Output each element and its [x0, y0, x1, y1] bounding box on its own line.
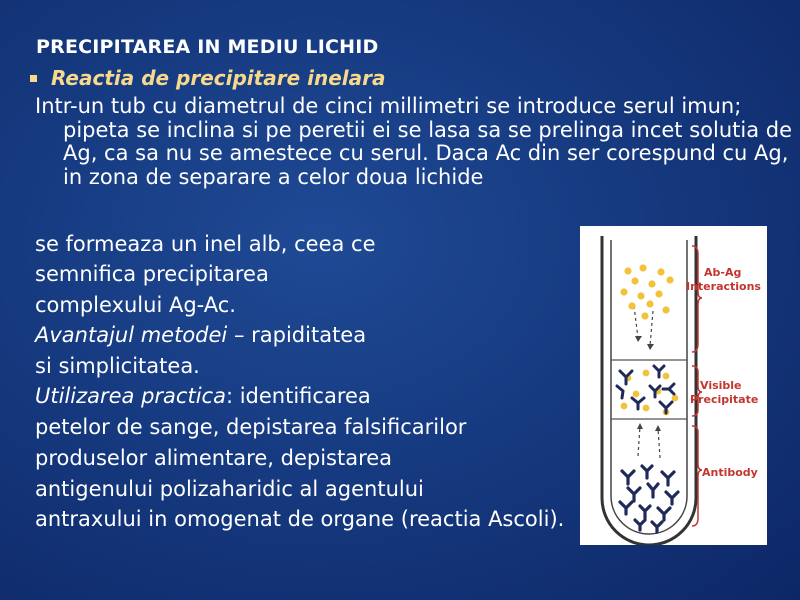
usage-label: Utilizarea practica — [35, 384, 226, 408]
bullet-marker-icon — [30, 75, 37, 82]
text-line-2: semnifica precipitarea — [35, 262, 269, 286]
label-antibody: Antibody — [702, 466, 758, 479]
advantage-text: – rapiditatea — [227, 323, 367, 347]
procedure-paragraph: Intr-un tub cu diametrul de cinci millimetri se introduce serul imun; pipeta se inclina si pe peretii ei se lasa sa se prelinga incet solutia de Ag, ca sa nu se amestece cu serul. Daca Ac din ser corespund cu Ag, in zona de separare a celor doua lichide — [35, 94, 793, 189]
usage-line-4: antraxului in omogenat de organe (reactia Ascoli). — [35, 507, 565, 531]
usage-line — [35, 384, 371, 408]
usage-line-2: produselor alimentare, depistarea — [35, 446, 393, 470]
text-line-1: se formeaza un inel alb, ceea ce — [35, 232, 376, 256]
label-precipitate-2: Precipitate — [690, 393, 759, 406]
advantage-continuation: si simplicitatea. — [35, 354, 200, 378]
usage-line-1: petelor de sange, depistarea falsificarilor — [35, 415, 467, 439]
test-tube-figure — [580, 226, 767, 545]
slide-title: PRECIPITAREA IN MEDIU LICHID — [36, 36, 379, 58]
usage-text: : identificarea — [225, 384, 371, 408]
test-tube-diagram — [580, 226, 767, 545]
bullet-heading — [30, 66, 385, 90]
usage-line-3: antigenului polizaharidic al agentului — [35, 477, 424, 501]
label-interactions-1: Ab-Ag — [704, 266, 742, 279]
advantage-line — [35, 323, 366, 347]
bullet-heading-text: Reactia de precipitare inelara — [51, 66, 386, 90]
advantage-label: Avantajul metodei — [35, 323, 228, 347]
label-precipitate-1: Visible — [700, 379, 742, 392]
text-line-3: complexului Ag-Ac. — [35, 293, 236, 317]
label-interactions-2: Interactions — [686, 280, 761, 293]
